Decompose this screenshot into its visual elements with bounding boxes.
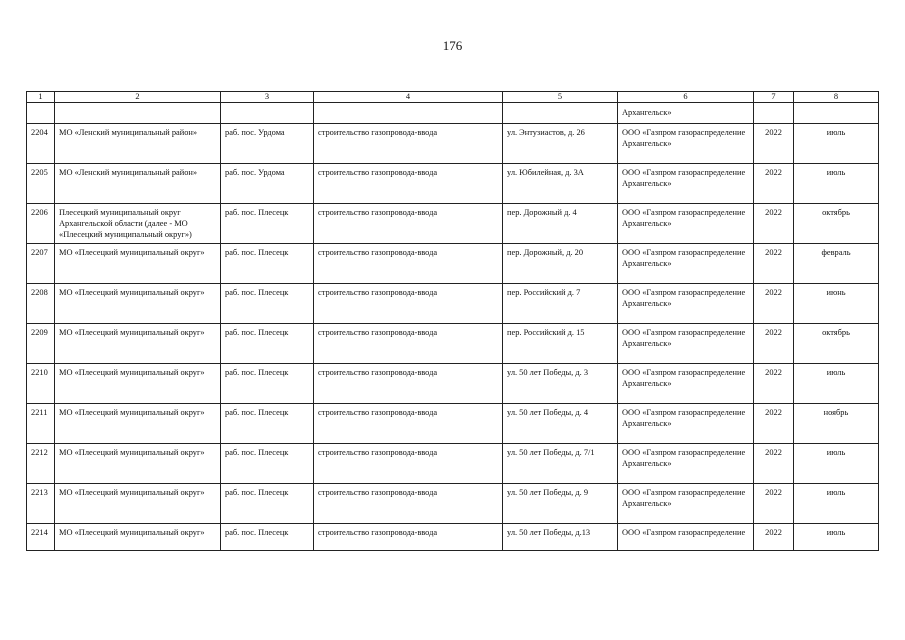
table-row xyxy=(27,284,879,324)
registry-table xyxy=(26,91,879,551)
org-cell: ООО «Газпром газораспределение Архангельск» xyxy=(618,244,754,284)
year-cell: 2022 xyxy=(754,324,794,364)
year-cell: 2022 xyxy=(754,124,794,164)
column-number: 5 xyxy=(503,92,618,103)
settlement-cell: раб. пос. Урдома xyxy=(221,164,314,204)
work-type-cell: строительство газопровода-ввода xyxy=(314,364,503,404)
month-cell: июль xyxy=(794,444,879,484)
table-cell xyxy=(55,103,221,124)
table-cell xyxy=(754,103,794,124)
work-type-cell: строительство газопровода-ввода xyxy=(314,444,503,484)
page-number: 176 xyxy=(442,38,463,53)
column-number: 1 xyxy=(27,92,55,103)
table-cell xyxy=(27,103,55,124)
work-type-cell: строительство газопровода-ввода xyxy=(314,244,503,284)
municipality-cell: МО «Плесецкий муниципальный округ» xyxy=(55,404,221,444)
org-cell: ООО «Газпром газораспределение xyxy=(618,524,754,551)
work-type-cell: строительство газопровода-ввода xyxy=(314,284,503,324)
table-cell xyxy=(314,103,503,124)
table-row xyxy=(27,484,879,524)
settlement-cell: раб. пос. Плесецк xyxy=(221,444,314,484)
work-type-cell: строительство газопровода-ввода xyxy=(314,204,503,244)
table-row xyxy=(27,404,879,444)
month-cell: июль xyxy=(794,164,879,204)
org-cell: ООО «Газпром газораспределение Архангельск» xyxy=(618,404,754,444)
municipality-cell: МО «Плесецкий муниципальный округ» xyxy=(55,284,221,324)
table-row xyxy=(27,524,879,551)
settlement-cell: раб. пос. Плесецк xyxy=(221,364,314,404)
continuation-row xyxy=(27,103,879,124)
settlement-cell: раб. пос. Плесецк xyxy=(221,244,314,284)
municipality-cell: МО «Плесецкий муниципальный округ» xyxy=(55,484,221,524)
column-number: 2 xyxy=(55,92,221,103)
address-cell: ул. 50 лет Победы, д. 7/1 xyxy=(503,444,618,484)
address-cell: пер. Российский д. 7 xyxy=(503,284,618,324)
row-number-cell: 2210 xyxy=(27,364,55,404)
address-cell: пер. Дорожный д. 4 xyxy=(503,204,618,244)
column-number: 7 xyxy=(754,92,794,103)
org-cell: ООО «Газпром газораспределение Архангельск» xyxy=(618,324,754,364)
row-number-cell: 2204 xyxy=(27,124,55,164)
municipality-cell: МО «Ленский муниципальный район» xyxy=(55,164,221,204)
address-cell: пер. Российский д. 15 xyxy=(503,324,618,364)
month-cell: октябрь xyxy=(794,324,879,364)
row-number-cell: 2213 xyxy=(27,484,55,524)
year-cell: 2022 xyxy=(754,404,794,444)
column-number: 8 xyxy=(794,92,879,103)
settlement-cell: раб. пос. Плесецк xyxy=(221,524,314,551)
table-cell xyxy=(794,103,879,124)
month-cell: февраль xyxy=(794,244,879,284)
work-type-cell: строительство газопровода-ввода xyxy=(314,484,503,524)
month-cell: июль xyxy=(794,484,879,524)
work-type-cell: строительство газопровода-ввода xyxy=(314,124,503,164)
settlement-cell: раб. пос. Плесецк xyxy=(221,204,314,244)
org-cell: ООО «Газпром газораспределение Архангельск» xyxy=(618,124,754,164)
settlement-cell: раб. пос. Плесецк xyxy=(221,404,314,444)
month-cell: ноябрь xyxy=(794,404,879,444)
table-row xyxy=(27,124,879,164)
year-cell: 2022 xyxy=(754,444,794,484)
municipality-cell: МО «Плесецкий муниципальный округ» xyxy=(55,364,221,404)
work-type-cell: строительство газопровода-ввода xyxy=(314,404,503,444)
year-cell: 2022 xyxy=(754,484,794,524)
table-cell xyxy=(503,103,618,124)
org-cell: ООО «Газпром газораспределение Архангельск» xyxy=(618,164,754,204)
address-cell: ул. 50 лет Победы, д. 3 xyxy=(503,364,618,404)
work-type-cell: строительство газопровода-ввода xyxy=(314,524,503,551)
column-number: 6 xyxy=(618,92,754,103)
month-cell: июль xyxy=(794,124,879,164)
year-cell: 2022 xyxy=(754,244,794,284)
row-number-cell: 2207 xyxy=(27,244,55,284)
row-number-cell: 2205 xyxy=(27,164,55,204)
org-cell: ООО «Газпром газораспределение Архангельск» xyxy=(618,484,754,524)
address-cell: ул. 50 лет Победы, д. 4 xyxy=(503,404,618,444)
address-cell: пер. Дорожный, д. 20 xyxy=(503,244,618,284)
month-cell: июнь xyxy=(794,284,879,324)
settlement-cell: раб. пос. Плесецк xyxy=(221,284,314,324)
table-row xyxy=(27,444,879,484)
municipality-cell: МО «Плесецкий муниципальный округ» xyxy=(55,444,221,484)
org-cell: ООО «Газпром газораспределение Архангельск» xyxy=(618,284,754,324)
table-row xyxy=(27,164,879,204)
row-number-cell: 2209 xyxy=(27,324,55,364)
year-cell: 2022 xyxy=(754,164,794,204)
org-cell: Архангельск» xyxy=(618,103,754,124)
row-number-cell: 2211 xyxy=(27,404,55,444)
address-cell: ул. 50 лет Победы, д.13 xyxy=(503,524,618,551)
year-cell: 2022 xyxy=(754,284,794,324)
column-number: 4 xyxy=(314,92,503,103)
settlement-cell: раб. пос. Урдома xyxy=(221,124,314,164)
municipality-cell: МО «Плесецкий муниципальный округ» xyxy=(55,324,221,364)
year-cell: 2022 xyxy=(754,204,794,244)
municipality-cell: МО «Плесецкий муниципальный округ» xyxy=(55,244,221,284)
column-number: 3 xyxy=(221,92,314,103)
municipality-cell: МО «Ленский муниципальный район» xyxy=(55,124,221,164)
address-cell: ул. 50 лет Победы, д. 9 xyxy=(503,484,618,524)
month-cell: июль xyxy=(794,524,879,551)
row-number-cell: 2214 xyxy=(27,524,55,551)
org-cell: ООО «Газпром газораспределение Архангельск» xyxy=(618,444,754,484)
municipality-cell: МО «Плесецкий муниципальный округ» xyxy=(55,524,221,551)
row-number-cell: 2206 xyxy=(27,204,55,244)
row-number-cell: 2208 xyxy=(27,284,55,324)
month-cell: июль xyxy=(794,364,879,404)
table-cell xyxy=(221,103,314,124)
org-cell: ООО «Газпром газораспределение Архангельск» xyxy=(618,204,754,244)
settlement-cell: раб. пос. Плесецк xyxy=(221,484,314,524)
work-type-cell: строительство газопровода-ввода xyxy=(314,324,503,364)
address-cell: ул. Энтузиастов, д. 26 xyxy=(503,124,618,164)
org-cell: ООО «Газпром газораспределение Архангельск» xyxy=(618,364,754,404)
settlement-cell: раб. пос. Плесецк xyxy=(221,324,314,364)
municipality-cell: Плесецкий муниципальный округ Архангельской области (далее - МО «Плесецкий муниципальный округ») xyxy=(55,204,221,244)
column-number-row xyxy=(27,92,879,103)
year-cell: 2022 xyxy=(754,524,794,551)
row-number-cell: 2212 xyxy=(27,444,55,484)
table-row xyxy=(27,204,879,244)
table-row xyxy=(27,364,879,404)
table-row xyxy=(27,244,879,284)
year-cell: 2022 xyxy=(754,364,794,404)
month-cell: октябрь xyxy=(794,204,879,244)
work-type-cell: строительство газопровода-ввода xyxy=(314,164,503,204)
address-cell: ул. Юбилейная, д. 3А xyxy=(503,164,618,204)
table-row xyxy=(27,324,879,364)
